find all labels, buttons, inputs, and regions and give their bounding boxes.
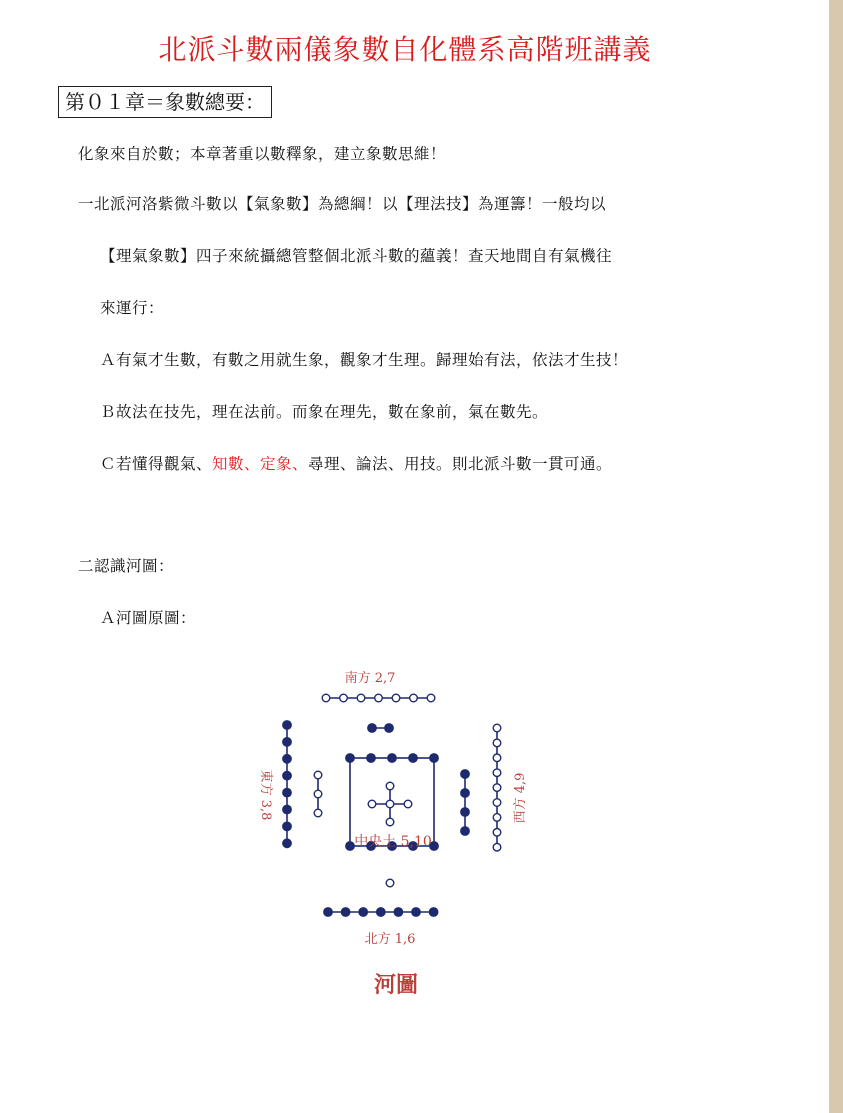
west-nine-dot bbox=[493, 769, 501, 777]
north-six-dot bbox=[377, 908, 385, 916]
east-eight-dot bbox=[283, 839, 291, 847]
hetu-dots bbox=[283, 694, 501, 916]
north-label: 北方 1,6 bbox=[364, 932, 416, 947]
east-three-dot bbox=[314, 790, 322, 798]
south-seven-dot bbox=[375, 694, 383, 702]
south-two-dot bbox=[368, 724, 376, 732]
east-eight-dot bbox=[283, 721, 291, 729]
east-eight-dot bbox=[283, 772, 291, 780]
west-four-dot bbox=[461, 808, 469, 816]
center-five-dot bbox=[386, 800, 394, 808]
hetu-caption: 河圖 bbox=[373, 972, 419, 998]
east-eight-dot bbox=[283, 805, 291, 813]
section1-line2: 【理氣象數】四子來統攝總管整個北派斗數的蘊義！查天地間自有氣機往 bbox=[100, 247, 613, 265]
hetu-diagram bbox=[250, 662, 540, 1007]
west-nine-dot bbox=[493, 829, 501, 837]
west-label: 西方 4,9 bbox=[513, 772, 528, 824]
south-two-dot bbox=[385, 724, 393, 732]
north-six-dot bbox=[324, 908, 332, 916]
section1-line3: 來運行： bbox=[100, 299, 165, 317]
east-eight-dot bbox=[283, 755, 291, 763]
west-four-dot bbox=[461, 827, 469, 835]
east-label: 東方 3,8 bbox=[258, 769, 273, 821]
south-seven-dot bbox=[357, 694, 365, 702]
west-nine-dot bbox=[493, 799, 501, 807]
south-seven-dot bbox=[410, 694, 418, 702]
chapter-heading: 第０１章＝象數總要： bbox=[58, 86, 272, 118]
north-six-dot bbox=[359, 908, 367, 916]
north-six-dot bbox=[394, 908, 402, 916]
west-nine-dot bbox=[493, 724, 501, 732]
item-c-suffix: 尋理、論法、用技。則北派斗數一貫可通。 bbox=[308, 455, 613, 473]
section1-item-a: Ａ有氣才生數，有數之用就生象，觀象才生理。歸理始有法，依法才生技！ bbox=[100, 351, 629, 369]
south-seven-dot bbox=[322, 694, 330, 702]
section1-item-c bbox=[100, 452, 612, 474]
east-three-dot bbox=[314, 771, 322, 779]
east-three-dot bbox=[314, 809, 322, 817]
center-five-dot bbox=[368, 800, 376, 808]
document-title: 北派斗數兩儀象數自化體系高階班講義 bbox=[158, 33, 652, 66]
west-nine-dot bbox=[493, 784, 501, 792]
intro-line: 化象來自於數；本章著重以數釋象，建立象數思維！ bbox=[78, 145, 447, 163]
south-seven-dot bbox=[427, 694, 435, 702]
east-eight-dot bbox=[283, 788, 291, 796]
west-nine-dot bbox=[493, 754, 501, 762]
item-c-prefix: Ｃ若懂得觀氣、 bbox=[100, 455, 213, 473]
west-four-dot bbox=[461, 789, 469, 797]
center-ten-dot bbox=[430, 754, 438, 762]
south-label: 南方 2,7 bbox=[344, 671, 396, 686]
north-six-dot bbox=[412, 908, 420, 916]
item-c-highlight: 知數、定象、 bbox=[212, 455, 309, 473]
section1-item-b: Ｂ故法在技先，理在法前。而象在理先，數在象前，氣在數先。 bbox=[100, 403, 549, 421]
center-ten-dot bbox=[367, 754, 375, 762]
west-four-dot bbox=[461, 770, 469, 778]
east-eight-dot bbox=[283, 822, 291, 830]
center-label: 中央土 5,10 bbox=[354, 834, 432, 850]
center-ten-dot bbox=[346, 842, 354, 850]
center-five-dot bbox=[404, 800, 412, 808]
east-eight-dot bbox=[283, 738, 291, 746]
south-seven-dot bbox=[392, 694, 400, 702]
west-nine-dot bbox=[493, 814, 501, 822]
north-six-dot bbox=[429, 908, 437, 916]
center-ten-dot bbox=[409, 754, 417, 762]
north-six-dot bbox=[341, 908, 349, 916]
west-nine-dot bbox=[493, 739, 501, 747]
west-nine-dot bbox=[493, 843, 501, 851]
page-edge-strip bbox=[829, 0, 843, 1113]
north-one-dot bbox=[386, 879, 394, 887]
center-ten-dot bbox=[346, 754, 354, 762]
section2-item-a: Ａ河圖原圖： bbox=[100, 609, 197, 627]
section1-line1: 一北派河洛紫微斗數以【氣象數】為總綱！以【理法技】為運籌！一般均以 bbox=[78, 195, 607, 213]
center-five-dot bbox=[386, 782, 394, 790]
section2-heading: 二認識河圖： bbox=[78, 557, 175, 575]
center-five-dot bbox=[386, 818, 394, 826]
center-ten-dot bbox=[388, 754, 396, 762]
south-seven-dot bbox=[340, 694, 348, 702]
